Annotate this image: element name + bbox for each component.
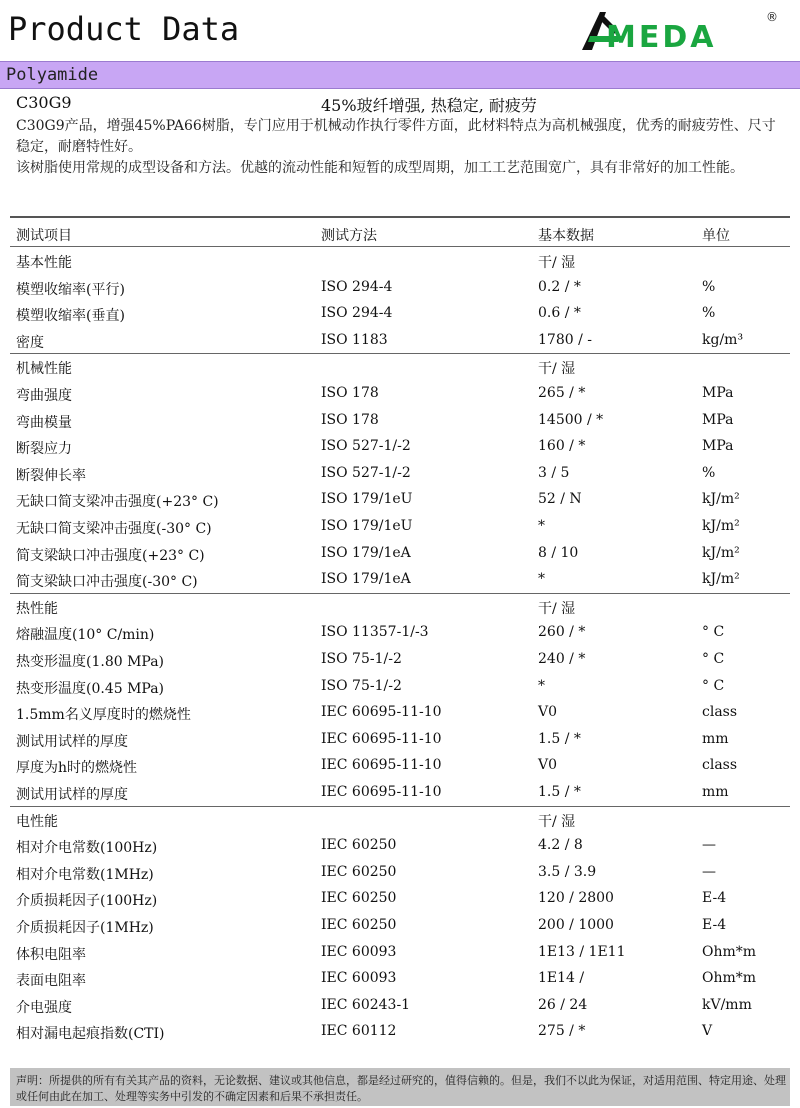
- table-row: [0, 567, 800, 593]
- table-row: [0, 301, 800, 327]
- table-row: [0, 487, 800, 513]
- cell-test-method: IEC 60695-11-10: [321, 704, 442, 721]
- cell-test-method: ISO 179/1eU: [321, 491, 413, 508]
- cell-test-item: 无缺口简支梁冲击强度(+23° C): [16, 494, 219, 511]
- cell-unit: %: [702, 464, 716, 481]
- cell-unit: ° C: [702, 677, 725, 694]
- cell-basic-data: 干/ 湿: [538, 600, 576, 617]
- table-top-rule: [10, 216, 790, 218]
- table-row: [0, 1019, 800, 1045]
- cell-basic-data: 265 / *: [538, 385, 586, 401]
- cell-basic-data: 160 / *: [538, 438, 586, 455]
- cell-unit: MPa: [702, 385, 734, 401]
- cell-test-method: ISO 75-1/-2: [321, 651, 402, 667]
- table-row: [0, 408, 800, 434]
- cell-test-item: 介质损耗因子(1MHz): [16, 920, 154, 936]
- cell-test-item: 弯曲强度: [16, 388, 72, 404]
- cell-basic-data: *: [538, 571, 545, 588]
- cell-test-method: IEC 60112: [321, 1023, 397, 1040]
- cell-unit: —: [702, 863, 716, 880]
- cell-unit: V: [702, 1023, 713, 1040]
- cell-basic-data: 14500 / *: [538, 411, 604, 428]
- cell-unit: kJ/m²: [702, 491, 740, 508]
- table-row: [0, 541, 800, 567]
- ameda-logo: [578, 6, 788, 54]
- table-row: [0, 993, 800, 1019]
- table-row: [0, 674, 800, 700]
- cell-test-method: IEC 60695-11-10: [321, 757, 442, 774]
- table-row: [0, 620, 800, 646]
- category-bar: [0, 61, 800, 89]
- cell-test-item: 表面电阻率: [16, 973, 86, 990]
- cell-basic-data: 240 / *: [538, 651, 586, 667]
- table-row: [0, 647, 800, 673]
- cell-test-item: 机械性能: [16, 361, 72, 378]
- cell-basic-data: 1E14 /: [538, 970, 585, 987]
- grade-code: C30G9: [16, 93, 72, 112]
- disclaimer-footer: [10, 1068, 790, 1106]
- cell-basic-data: *: [538, 677, 545, 694]
- cell-unit: E-4: [702, 890, 727, 907]
- cell-test-item: 断裂应力: [16, 441, 72, 458]
- table-section-row: [0, 594, 800, 620]
- table-section-row: [0, 807, 800, 833]
- cell-basic-data: 1.5 / *: [538, 784, 581, 800]
- cell-unit: class: [702, 757, 738, 774]
- table-row: [0, 886, 800, 912]
- cell-basic-data: 3.5 / 3.9: [538, 863, 597, 880]
- cell-test-item: 1.5mm名义厚度时的燃烧性: [16, 707, 191, 724]
- grade-summary: 45%玻纤增强, 热稳定, 耐疲劳: [321, 96, 537, 115]
- cell-basic-data: 52 / N: [538, 491, 582, 508]
- cell-unit: kJ/m²: [702, 518, 740, 534]
- table-row: [0, 913, 800, 939]
- cell-test-method: IEC 60695-11-10: [321, 730, 442, 747]
- cell-test-item: 相对漏电起痕指数(CTI): [16, 1026, 165, 1043]
- cell-test-item: 简支梁缺口冲击强度(-30° C): [16, 574, 198, 591]
- table-row: [0, 966, 800, 992]
- cell-test-item: 相对介电常数(100Hz): [16, 840, 158, 857]
- table-row: [0, 461, 800, 487]
- cell-unit: mm: [702, 784, 729, 800]
- cell-unit: mm: [702, 730, 729, 747]
- table-row: [0, 727, 800, 753]
- cell-test-item: 断裂伸长率: [16, 467, 86, 484]
- table-row: [0, 833, 800, 859]
- cell-basic-data: 260 / *: [538, 624, 586, 641]
- cell-test-item: 弯曲模量: [16, 414, 72, 431]
- page-header: [0, 0, 800, 60]
- table-row: [0, 275, 800, 301]
- cell-unit: %: [702, 278, 716, 295]
- cell-test-item: 测试用试样的厚度: [16, 787, 128, 803]
- cell-test-item: 测试用试样的厚度: [16, 733, 128, 750]
- cell-unit: ° C: [702, 651, 725, 667]
- cell-test-method: ISO 178: [321, 411, 379, 428]
- cell-unit: %: [702, 305, 716, 322]
- cell-unit: kV/mm: [702, 996, 752, 1013]
- cell-test-item: 模塑收缩率(垂直): [16, 308, 125, 325]
- cell-basic-data: 8 / 10: [538, 544, 579, 561]
- page-title: Product Data: [8, 10, 240, 48]
- cell-basic-data: 1780 / -: [538, 331, 592, 348]
- cell-test-method: ISO 179/1eA: [321, 571, 411, 588]
- table-row: [0, 514, 800, 540]
- header-test-item: 测试项目: [16, 228, 72, 244]
- cell-test-item: 无缺口简支梁冲击强度(-30° C): [16, 521, 212, 537]
- cell-basic-data: 1.5 / *: [538, 730, 581, 747]
- cell-basic-data: 26 / 24: [538, 996, 588, 1013]
- cell-basic-data: V0: [538, 757, 558, 774]
- cell-unit: MPa: [702, 438, 734, 455]
- cell-test-item: 介电强度: [16, 999, 72, 1016]
- cell-basic-data: 3 / 5: [538, 464, 570, 481]
- cell-basic-data: 干/ 湿: [538, 255, 576, 271]
- cell-basic-data: 干/ 湿: [538, 361, 576, 378]
- category-label: Polyamide: [6, 65, 99, 85]
- table-row: [0, 381, 800, 407]
- cell-test-item: 密度: [16, 334, 44, 351]
- table-section-row: [0, 248, 800, 274]
- description-paragraph-2: 该树脂使用常规的成型设备和方法。优越的流动性能和短暂的成型周期，加工工艺范围宽广，具有非常好的加工性能。: [16, 160, 744, 176]
- cell-test-method: ISO 1183: [321, 331, 388, 348]
- cell-test-item: 热变形温度(0.45 MPa): [16, 680, 165, 697]
- disclaimer-text: 声明：所提供的所有有关其产品的资料，无论数据、建议或其他信息，都是经过研究的，值得信赖的。但是，我们不以此为保证，对适用范围、特定用途、处理或任何由此在加工、处理等实务中引发的不确定因素和后果不承担责任。: [16, 1074, 786, 1103]
- cell-basic-data: V0: [538, 704, 558, 721]
- cell-test-method: ISO 527-1/-2: [321, 464, 411, 481]
- cell-test-item: 模塑收缩率(平行): [16, 281, 125, 298]
- table-row: [0, 780, 800, 806]
- cell-test-item: 介质损耗因子(100Hz): [16, 893, 158, 910]
- cell-test-method: ISO 11357-1/-3: [321, 624, 429, 641]
- cell-basic-data: 275 / *: [538, 1023, 586, 1040]
- cell-unit: ° C: [702, 624, 725, 641]
- cell-test-item: 熔融温度(10° C/min): [16, 627, 155, 644]
- header-test-method: 测试方法: [321, 228, 377, 244]
- cell-test-method: ISO 178: [321, 385, 379, 401]
- cell-test-method: IEC 60250: [321, 917, 397, 933]
- cell-test-method: IEC 60093: [321, 943, 397, 960]
- logo-text: MEDA: [606, 20, 717, 55]
- cell-test-method: IEC 60243-1: [321, 996, 411, 1013]
- registered-mark: ®: [766, 10, 778, 24]
- cell-unit: MPa: [702, 411, 734, 428]
- cell-unit: kg/m³: [702, 331, 744, 348]
- cell-basic-data: 120 / 2800: [538, 890, 614, 907]
- cell-unit: kJ/m²: [702, 544, 740, 561]
- cell-test-item: 厚度为h时的燃烧性: [16, 760, 138, 777]
- cell-basic-data: 200 / 1000: [538, 917, 614, 933]
- cell-basic-data: *: [538, 518, 545, 534]
- cell-unit: E-4: [702, 917, 727, 933]
- cell-test-method: IEC 60250: [321, 890, 397, 907]
- header-basic-data: 基本数据: [538, 228, 594, 244]
- cell-test-item: 相对介电常数(1MHz): [16, 866, 154, 883]
- cell-basic-data: 1E13 / 1E11: [538, 943, 626, 960]
- cell-test-item: 热性能: [16, 600, 58, 617]
- cell-test-item: 基本性能: [16, 255, 72, 271]
- cell-test-method: ISO 75-1/-2: [321, 677, 402, 694]
- cell-test-method: ISO 179/1eU: [321, 518, 413, 534]
- cell-test-item: 简支梁缺口冲击强度(+23° C): [16, 547, 205, 564]
- cell-test-method: IEC 60250: [321, 863, 397, 880]
- cell-test-method: ISO 294-4: [321, 278, 393, 295]
- cell-test-method: IEC 60093: [321, 970, 397, 987]
- cell-test-item: 热变形温度(1.80 MPa): [16, 654, 165, 670]
- header-unit: 单位: [702, 228, 730, 244]
- cell-test-item: 电性能: [16, 813, 58, 830]
- cell-basic-data: 4.2 / 8: [538, 837, 583, 854]
- cell-test-item: 体积电阻率: [16, 946, 86, 963]
- cell-test-method: ISO 294-4: [321, 305, 393, 322]
- cell-basic-data: 0.6 / *: [538, 305, 581, 322]
- cell-unit: —: [702, 837, 716, 854]
- cell-test-method: IEC 60695-11-10: [321, 784, 442, 800]
- table-row: [0, 434, 800, 460]
- table-row: [0, 700, 800, 726]
- cell-unit: class: [702, 704, 738, 721]
- cell-unit: Ohm*m: [702, 943, 757, 960]
- cell-unit: kJ/m²: [702, 571, 740, 588]
- description-paragraph-1: C30G9产品，增强45%PA66树脂，专门应用于机械动作执行零件方面，此材料特点为高机械强度，优秀的耐疲劳性、尺寸稳定，耐磨特性好。: [16, 118, 776, 155]
- table-section-row: [0, 354, 800, 380]
- cell-test-method: IEC 60250: [321, 837, 397, 854]
- cell-basic-data: 0.2 / *: [538, 278, 581, 295]
- table-row: [0, 753, 800, 779]
- table-row: [0, 860, 800, 886]
- table-row: [0, 940, 800, 966]
- cell-basic-data: 干/ 湿: [538, 813, 576, 830]
- header-rule: [10, 246, 790, 247]
- table-header-row: [0, 221, 800, 247]
- cell-unit: Ohm*m: [702, 970, 757, 987]
- table-row: [0, 328, 800, 354]
- cell-test-method: ISO 179/1eA: [321, 544, 411, 561]
- cell-test-method: ISO 527-1/-2: [321, 438, 411, 455]
